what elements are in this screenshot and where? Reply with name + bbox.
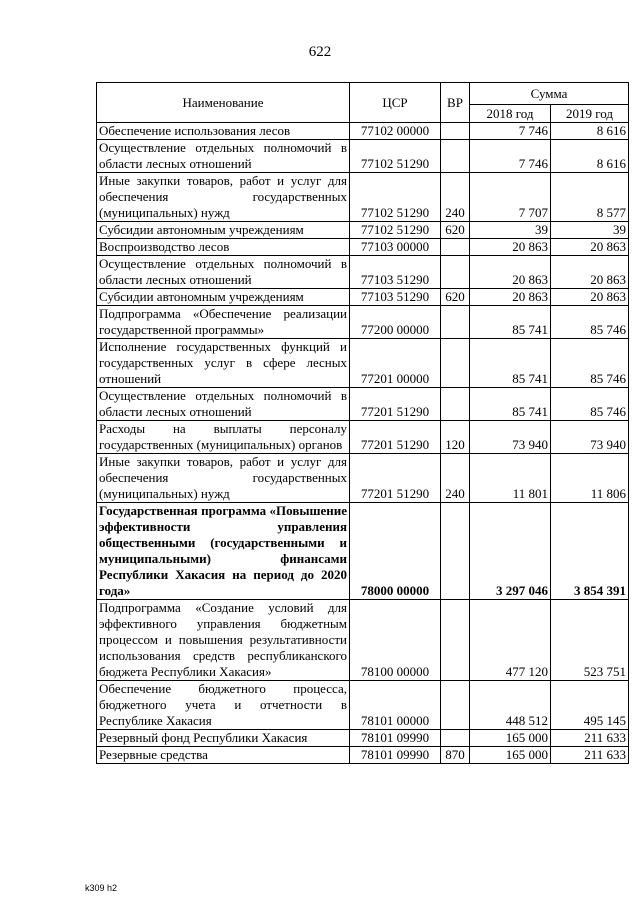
table-row — [97, 256, 629, 289]
row-name: Обеспечение использования лесов — [97, 123, 350, 140]
row-sum-2019: 8 616 — [551, 140, 629, 173]
table-row — [97, 289, 629, 306]
table-row — [97, 730, 629, 747]
row-name: Обеспечение бюджетного процесса, бюджетного учета и отчетности в Республике Хакасия — [97, 681, 350, 730]
row-csr: 77103 51290 — [350, 256, 441, 289]
row-csr: 77103 00000 — [350, 239, 441, 256]
row-sum-2019: 20 863 — [551, 289, 629, 306]
row-sum-2019: 73 940 — [551, 421, 629, 454]
table-row — [97, 681, 629, 730]
row-name: Осуществление отдельных полномочий в области лесных отношений — [97, 140, 350, 173]
row-vr — [441, 600, 470, 681]
row-sum-2019: 20 863 — [551, 256, 629, 289]
row-sum-2019: 8 616 — [551, 123, 629, 140]
row-sum-2019: 211 633 — [551, 730, 629, 747]
budget-table — [96, 82, 629, 764]
row-name: Иные закупки товаров, работ и услуг для обеспечения государственных (муниципальных) нужд — [97, 173, 350, 222]
row-vr — [441, 123, 470, 140]
row-sum-2019: 211 633 — [551, 747, 629, 764]
row-name: Осуществление отдельных полномочий в области лесных отношений — [97, 256, 350, 289]
footer-code: k309 h2 — [85, 883, 118, 893]
header-year-2019: 2019 год — [551, 105, 629, 123]
row-csr: 77201 51290 — [350, 421, 441, 454]
table-row — [97, 421, 629, 454]
row-sum-2019: 3 854 391 — [551, 503, 629, 600]
row-vr — [441, 388, 470, 421]
table-row — [97, 454, 629, 503]
row-sum-2018: 7 707 — [470, 173, 551, 222]
row-sum-2019: 20 863 — [551, 239, 629, 256]
row-csr: 77103 51290 — [350, 289, 441, 306]
row-name: Расходы на выплаты персоналу государственных (муниципальных) органов — [97, 421, 350, 454]
row-csr: 77102 51290 — [350, 222, 441, 239]
row-vr: 620 — [441, 289, 470, 306]
row-sum-2018: 20 863 — [470, 239, 551, 256]
row-csr: 78000 00000 — [350, 503, 441, 600]
row-sum-2019: 495 145 — [551, 681, 629, 730]
row-sum-2018: 73 940 — [470, 421, 551, 454]
row-vr: 620 — [441, 222, 470, 239]
row-sum-2018: 85 741 — [470, 339, 551, 388]
row-csr: 77200 00000 — [350, 306, 441, 339]
row-name: Резервный фонд Республики Хакасия — [97, 730, 350, 747]
row-sum-2019: 85 746 — [551, 388, 629, 421]
row-csr: 78100 00000 — [350, 600, 441, 681]
row-csr: 77102 51290 — [350, 173, 441, 222]
table-header — [97, 83, 629, 123]
row-vr — [441, 239, 470, 256]
row-csr: 77201 51290 — [350, 388, 441, 421]
row-name: Осуществление отдельных полномочий в области лесных отношений — [97, 388, 350, 421]
row-name: Исполнение государственных функций и государственных услуг в сфере лесных отношений — [97, 339, 350, 388]
table-row — [97, 600, 629, 681]
row-name: Государственная программа «Повышение эффективности управления общественными (государственными и муниципальными) финансами Республики Хакасия на период до 2020 года» — [97, 503, 350, 600]
row-vr — [441, 256, 470, 289]
header-sum: Сумма — [470, 83, 629, 105]
row-vr — [441, 681, 470, 730]
row-name: Субсидии автономным учреждениям — [97, 289, 350, 306]
row-sum-2018: 85 741 — [470, 306, 551, 339]
row-sum-2018: 20 863 — [470, 256, 551, 289]
row-sum-2018: 165 000 — [470, 730, 551, 747]
table-row — [97, 503, 629, 600]
row-vr — [441, 503, 470, 600]
row-sum-2018: 477 120 — [470, 600, 551, 681]
table-row — [97, 339, 629, 388]
row-sum-2018: 3 297 046 — [470, 503, 551, 600]
row-csr: 78101 09990 — [350, 730, 441, 747]
row-sum-2018: 11 801 — [470, 454, 551, 503]
row-name: Воспроизводство лесов — [97, 239, 350, 256]
row-sum-2018: 448 512 — [470, 681, 551, 730]
table-row — [97, 388, 629, 421]
row-name: Подпрограмма «Обеспечение реализации государственной программы» — [97, 306, 350, 339]
page-number: 622 — [308, 44, 332, 60]
row-sum-2018: 20 863 — [470, 289, 551, 306]
row-name: Иные закупки товаров, работ и услуг для обеспечения государственных (муниципальных) нужд — [97, 454, 350, 503]
row-name: Резервные средства — [97, 747, 350, 764]
row-sum-2018: 85 741 — [470, 388, 551, 421]
row-sum-2019: 523 751 — [551, 600, 629, 681]
table-row — [97, 239, 629, 256]
row-vr: 120 — [441, 421, 470, 454]
row-vr — [441, 730, 470, 747]
row-vr — [441, 140, 470, 173]
table-row — [97, 222, 629, 239]
row-sum-2018: 165 000 — [470, 747, 551, 764]
table-row — [97, 140, 629, 173]
row-csr: 77201 51290 — [350, 454, 441, 503]
table-row — [97, 747, 629, 764]
row-name: Субсидии автономным учреждениям — [97, 222, 350, 239]
row-sum-2019: 85 746 — [551, 306, 629, 339]
row-sum-2019: 8 577 — [551, 173, 629, 222]
row-vr: 240 — [441, 173, 470, 222]
row-sum-2018: 7 746 — [470, 140, 551, 173]
row-sum-2019: 11 806 — [551, 454, 629, 503]
row-sum-2019: 85 746 — [551, 339, 629, 388]
table-row — [97, 306, 629, 339]
header-csr: ЦСР — [350, 83, 441, 123]
table-body — [97, 123, 629, 764]
row-vr: 240 — [441, 454, 470, 503]
header-vr: ВР — [441, 83, 470, 123]
header-name: Наименование — [97, 83, 350, 123]
row-csr: 78101 09990 — [350, 747, 441, 764]
row-name: Подпрограмма «Создание условий для эффективного управления бюджетным процессом и повышения результативности использования средств республиканского бюджета Республики Хакасия» — [97, 600, 350, 681]
row-sum-2018: 39 — [470, 222, 551, 239]
row-csr: 77201 00000 — [350, 339, 441, 388]
row-vr: 870 — [441, 747, 470, 764]
row-vr — [441, 306, 470, 339]
row-csr: 77102 00000 — [350, 123, 441, 140]
row-sum-2019: 39 — [551, 222, 629, 239]
header-year-2018: 2018 год — [470, 105, 551, 123]
row-sum-2018: 7 746 — [470, 123, 551, 140]
table-row — [97, 123, 629, 140]
table-row — [97, 173, 629, 222]
row-csr: 78101 00000 — [350, 681, 441, 730]
row-vr — [441, 339, 470, 388]
row-csr: 77102 51290 — [350, 140, 441, 173]
